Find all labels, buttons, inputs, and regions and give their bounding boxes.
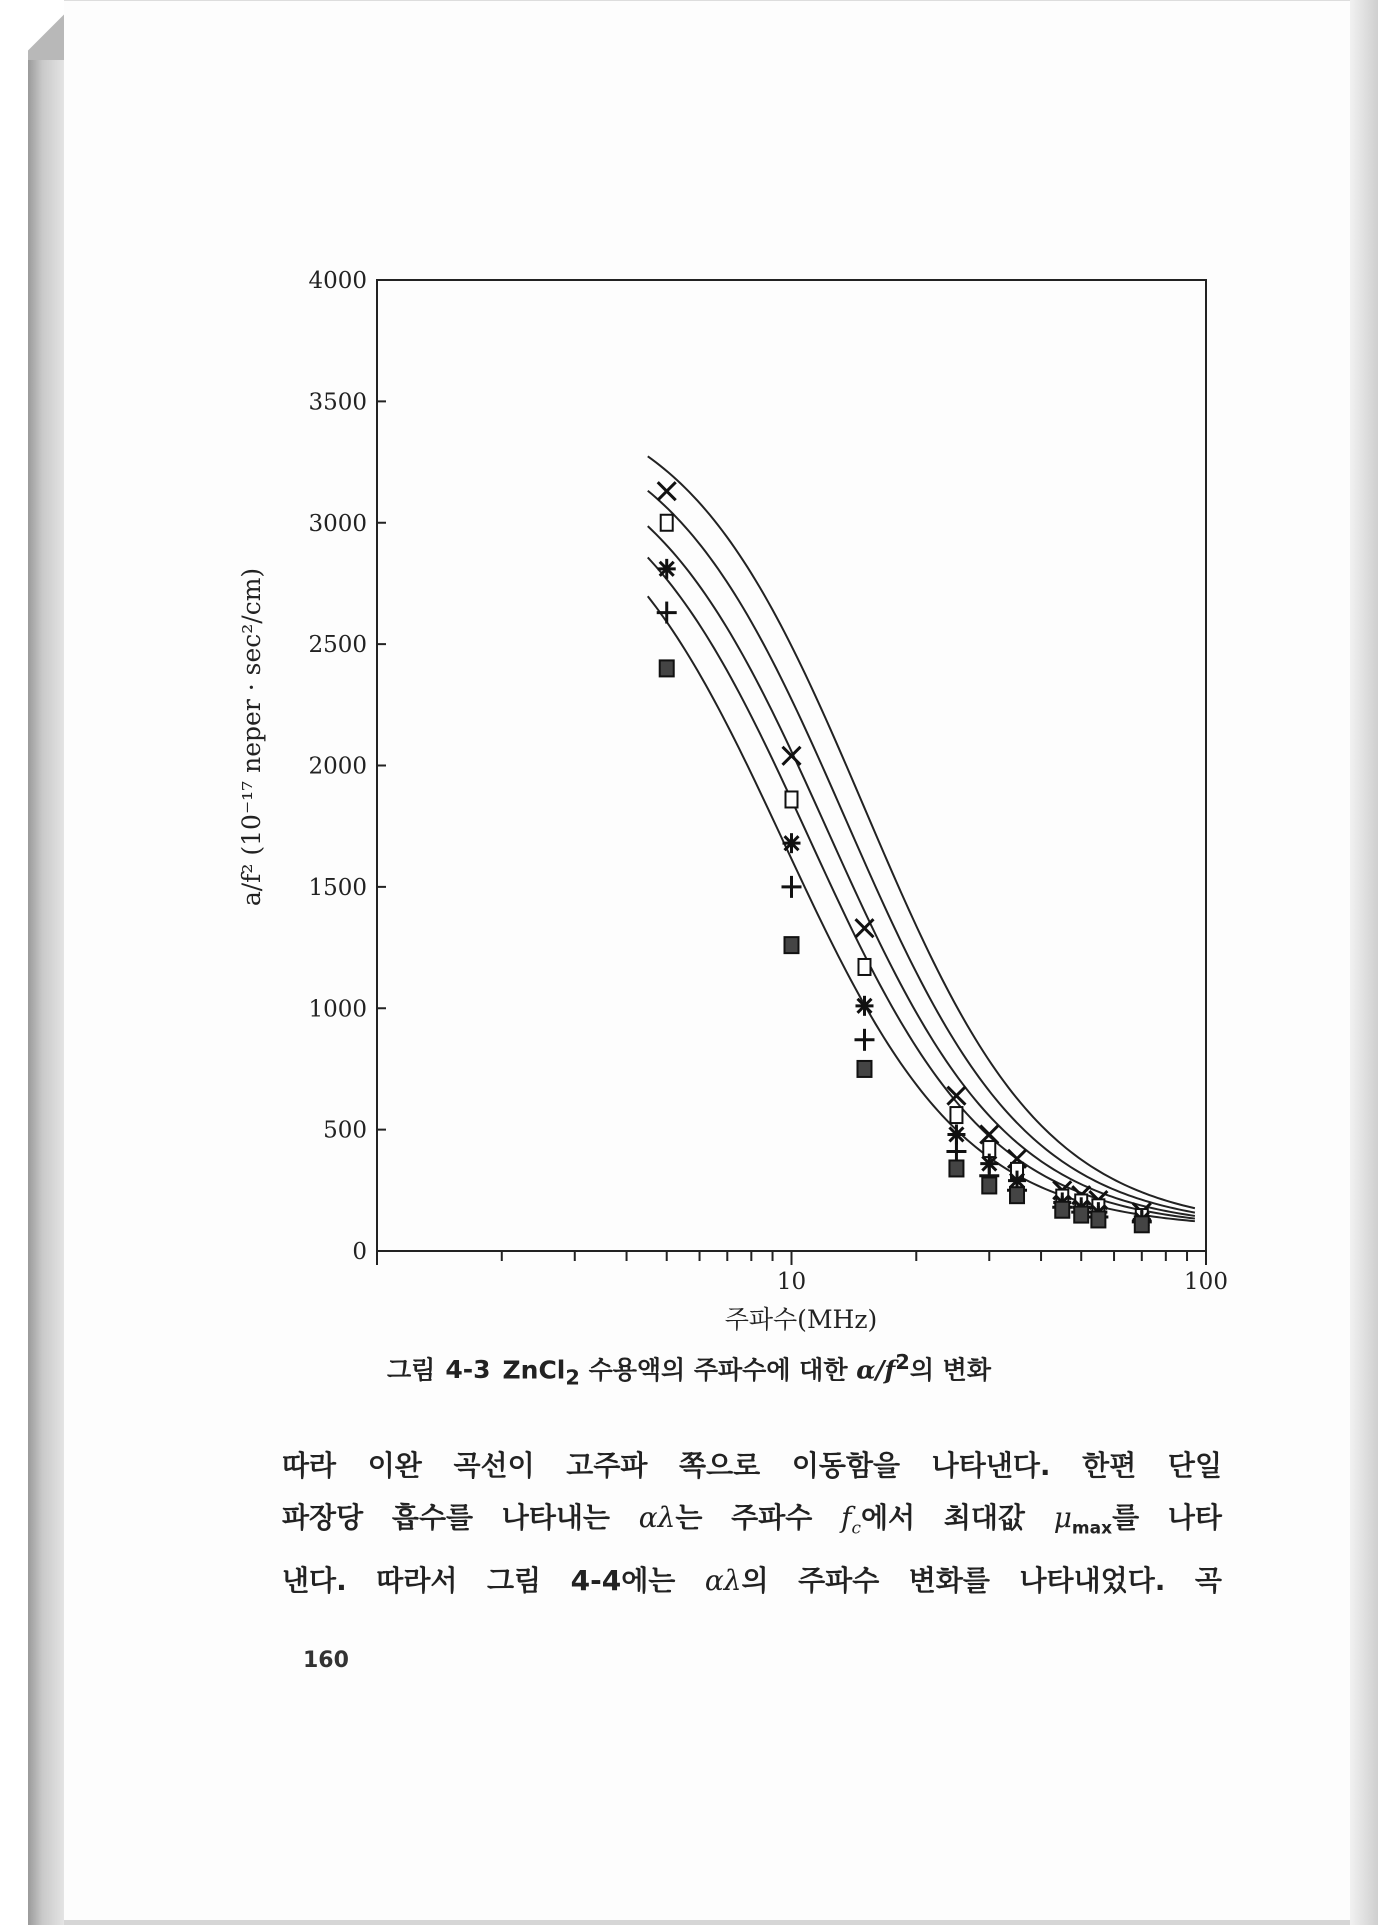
page-number: 160 — [303, 1648, 349, 1673]
alpha-lambda-symbol: αλ — [704, 1563, 742, 1597]
x-axis — [377, 1251, 1228, 1295]
marker-box — [661, 515, 673, 531]
x-tick-label: 100 — [1184, 1269, 1228, 1295]
marker-box — [949, 1160, 963, 1176]
marker-box — [785, 937, 799, 953]
marker-open-square — [950, 1107, 962, 1123]
body-paragraph — [282, 1440, 1222, 1607]
text-run: 에서 최대값 — [860, 1501, 1054, 1534]
fit-curve-open-square — [648, 491, 1195, 1213]
marker-asterisk — [783, 833, 801, 853]
y-tick-label: 2500 — [308, 632, 367, 659]
data-points — [657, 482, 1152, 1233]
caption-compound-sub: 2 — [565, 1365, 580, 1390]
fit-curve-plus — [648, 557, 1195, 1218]
marker-open-square — [661, 515, 673, 531]
x-tick-label: 10 — [776, 1269, 807, 1295]
y-tick-label: 1500 — [308, 874, 367, 901]
figure-caption — [0, 1350, 1378, 1389]
mu-subscript: max — [1071, 1518, 1113, 1539]
marker-plus — [854, 1029, 874, 1051]
mu-symbol: μ — [1053, 1501, 1072, 1534]
marker-box — [1010, 1187, 1024, 1203]
marker-x — [658, 482, 676, 500]
plot-frame — [377, 280, 1206, 1251]
marker-box — [857, 1061, 871, 1077]
marker-filled-square — [949, 1160, 963, 1176]
marker-box — [1135, 1216, 1149, 1232]
marker-box — [1055, 1202, 1069, 1218]
marker-filled-square — [785, 937, 799, 953]
alpha-lambda-symbol: αλ — [638, 1501, 676, 1534]
y-tick-label: 0 — [352, 1239, 367, 1265]
fit-curve-x-cross — [648, 456, 1195, 1208]
marker-box — [1074, 1207, 1088, 1223]
marker-box — [982, 1177, 996, 1193]
y-axis-label: a/f² (10⁻¹⁷ neper · sec²/cm) — [237, 567, 266, 907]
caption-prefix: 그림 — [387, 1355, 436, 1385]
marker-filled-square — [1135, 1216, 1149, 1232]
body-line-1: 따라 이완 곡선이 고주파 쪽으로 이동함을 나타낸다. 한편 단일 — [282, 1449, 1222, 1482]
x-axis-label: 주파수(MHz) — [724, 1305, 878, 1334]
caption-symbol-sup: 2 — [895, 1350, 910, 1374]
caption-symbol: α/f — [856, 1355, 896, 1385]
marker-x — [855, 919, 873, 937]
text-run: 는 주파수 — [675, 1501, 842, 1534]
y-tick-label: 4000 — [308, 268, 367, 294]
text-run: 파장당 흡수를 나타내는 — [282, 1501, 639, 1534]
marker-filled-square — [857, 1061, 871, 1077]
marker-box — [660, 660, 674, 676]
text-run: 낸다. 따라서 그림 4-4에는 — [282, 1563, 705, 1597]
marker-filled-square — [1055, 1202, 1069, 1218]
y-tick-label: 1000 — [308, 996, 367, 1023]
marker-filled-square — [660, 660, 674, 676]
fit-curve-asterisk — [648, 526, 1195, 1216]
marker-box — [858, 959, 870, 975]
marker-plus — [782, 876, 802, 898]
y-tick-label: 3000 — [308, 510, 367, 537]
fc-symbol: f — [841, 1501, 852, 1534]
y-tick-label: 500 — [323, 1117, 367, 1144]
marker-box — [950, 1107, 962, 1123]
y-axis — [308, 268, 386, 1265]
marker-open-square — [858, 959, 870, 975]
body-line-3 — [282, 1555, 1222, 1607]
body-line-2 — [282, 1492, 1222, 1555]
marker-filled-square — [1010, 1187, 1024, 1203]
caption-suffix: 의 변화 — [909, 1355, 991, 1385]
marker-plus — [657, 602, 677, 624]
fit-curves — [648, 456, 1195, 1221]
y-tick-label: 3500 — [308, 389, 367, 416]
marker-filled-square — [1074, 1207, 1088, 1223]
caption-middle: 수용액의 주파수에 대한 — [579, 1355, 857, 1385]
y-tick-label: 2000 — [308, 753, 367, 780]
marker-filled-square — [1091, 1211, 1105, 1227]
marker-asterisk — [658, 559, 676, 579]
marker-plus — [946, 1140, 966, 1162]
text-run: 의 주파수 변화를 나타내었다. 곡 — [741, 1563, 1222, 1597]
marker-filled-square — [982, 1177, 996, 1193]
marker-asterisk — [855, 996, 873, 1016]
caption-compound: ZnCl — [502, 1355, 566, 1385]
fc-subscript: c — [851, 1518, 861, 1539]
marker-box — [1091, 1211, 1105, 1227]
fit-curve-filled-square — [648, 596, 1195, 1221]
marker-box — [786, 791, 798, 807]
marker-open-square — [786, 791, 798, 807]
text-run: 를 나타 — [1112, 1501, 1222, 1534]
caption-number: 4-3 — [445, 1355, 491, 1385]
